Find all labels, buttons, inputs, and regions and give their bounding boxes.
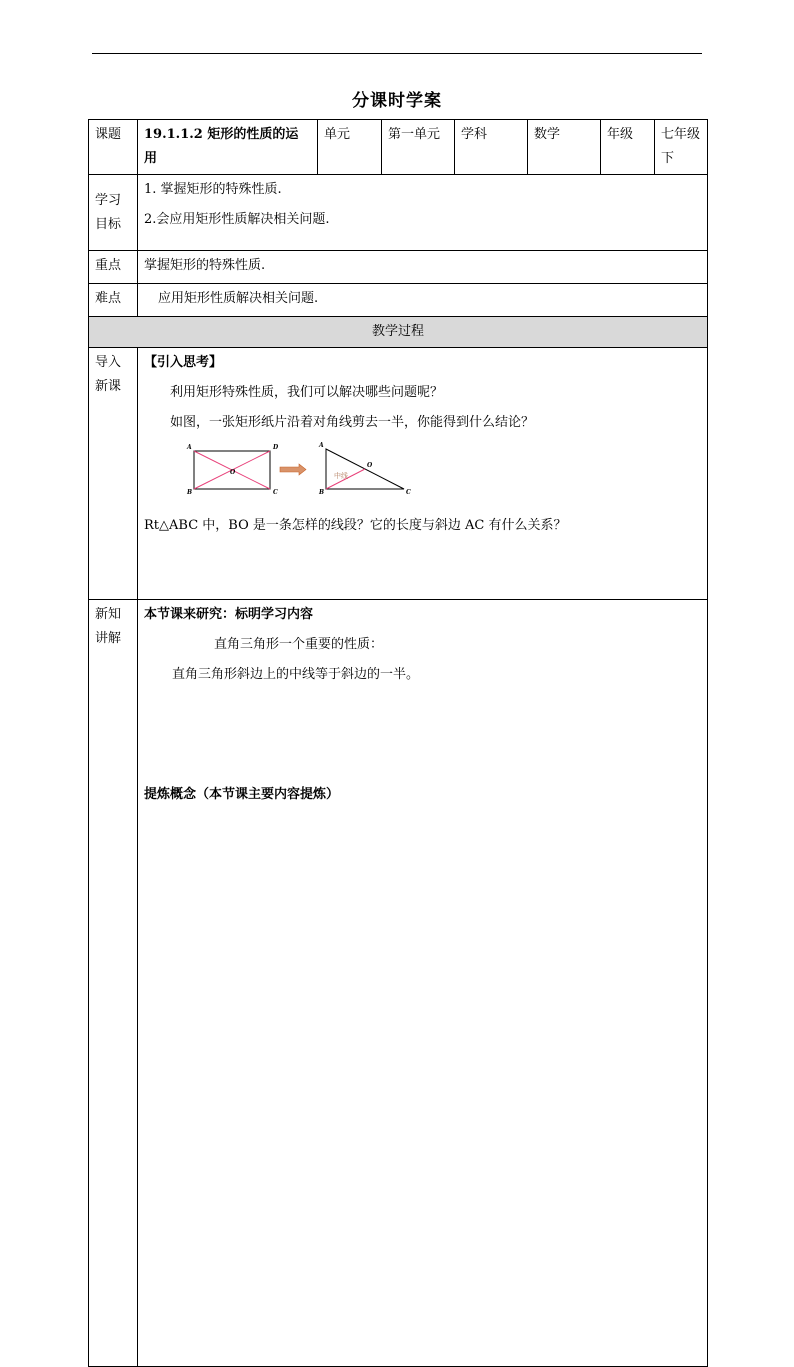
difficulty-row — [89, 284, 708, 317]
subject-value: 数学 — [528, 120, 601, 175]
page-title: 分课时学案 — [352, 91, 442, 111]
new-knowledge-heading: 本节课来研究：标明学习内容 — [144, 607, 314, 622]
label-o-rect: O — [230, 469, 236, 476]
key-point-label: 重点 — [89, 251, 138, 284]
header-row — [89, 120, 708, 175]
process-header: 教学过程 — [89, 317, 708, 348]
median-mark-label: 中线 — [334, 472, 348, 480]
objective-item-2: 2.会应用矩形性质解决相关问题. — [144, 212, 330, 227]
label-b-rect: B — [187, 489, 193, 495]
intro-label: 导入新课 — [89, 348, 138, 600]
difficulty-label: 难点 — [89, 284, 138, 317]
label-a-tri: A — [319, 442, 324, 449]
lesson-plan-table — [88, 119, 708, 1367]
label-d-rect: D — [273, 444, 279, 451]
header-rule — [92, 53, 702, 54]
unit-label: 单元 — [318, 120, 382, 175]
topic-value: 19.1.1.2 矩形的性质的运用 — [138, 120, 318, 175]
grade-label: 年级 — [601, 120, 655, 175]
grade-value: 七年级下 — [655, 120, 708, 175]
topic-label: 课题 — [89, 120, 138, 175]
new-knowledge-content — [138, 600, 708, 1367]
unit-value: 第一单元 — [382, 120, 455, 175]
intro-paragraph-2: 如图，一张矩形纸片沿着对角线剪去一半，你能得到什么结论？ — [170, 415, 535, 430]
label-o-tri: O — [367, 462, 373, 469]
difficulty-value: 应用矩形性质解决相关问题. — [138, 284, 708, 317]
refine-heading: 提炼概念（本节课主要内容提炼） — [144, 787, 340, 802]
key-point-row — [89, 251, 708, 284]
rectangle-to-triangle-figure — [184, 441, 701, 504]
property-intro: 直角三角形一个重要的性质： — [214, 637, 384, 652]
intro-row — [89, 348, 708, 600]
label-a-rect: A — [187, 444, 192, 451]
key-point-value: 掌握矩形的特殊性质. — [138, 251, 708, 284]
intro-paragraph-1: 利用矩形特殊性质，我们可以解决哪些问题呢？ — [170, 385, 444, 400]
process-header-row — [89, 317, 708, 348]
objective-item-1: 1. 掌握矩形的特殊性质. — [144, 182, 282, 197]
objectives-content — [138, 175, 708, 251]
objectives-row — [89, 175, 708, 251]
new-knowledge-label: 新知讲解 — [89, 600, 138, 1367]
label-c-tri: C — [406, 489, 411, 495]
intro-heading: 【引入思考】 — [144, 355, 223, 370]
label-b-tri: B — [319, 489, 325, 495]
intro-content — [138, 348, 708, 600]
figure-svg — [184, 441, 424, 495]
new-knowledge-row — [89, 600, 708, 1367]
objectives-label: 学习目标 — [89, 175, 138, 251]
arrow-icon — [280, 464, 306, 475]
intro-question: Rt△ABC 中，BO 是一条怎样的线段？它的长度与斜边 AC 有什么关系？ — [144, 518, 567, 533]
label-c-rect: C — [273, 489, 278, 495]
property-statement: 直角三角形斜边上的中线等于斜边的一半。 — [172, 667, 420, 682]
subject-label: 学科 — [455, 120, 528, 175]
